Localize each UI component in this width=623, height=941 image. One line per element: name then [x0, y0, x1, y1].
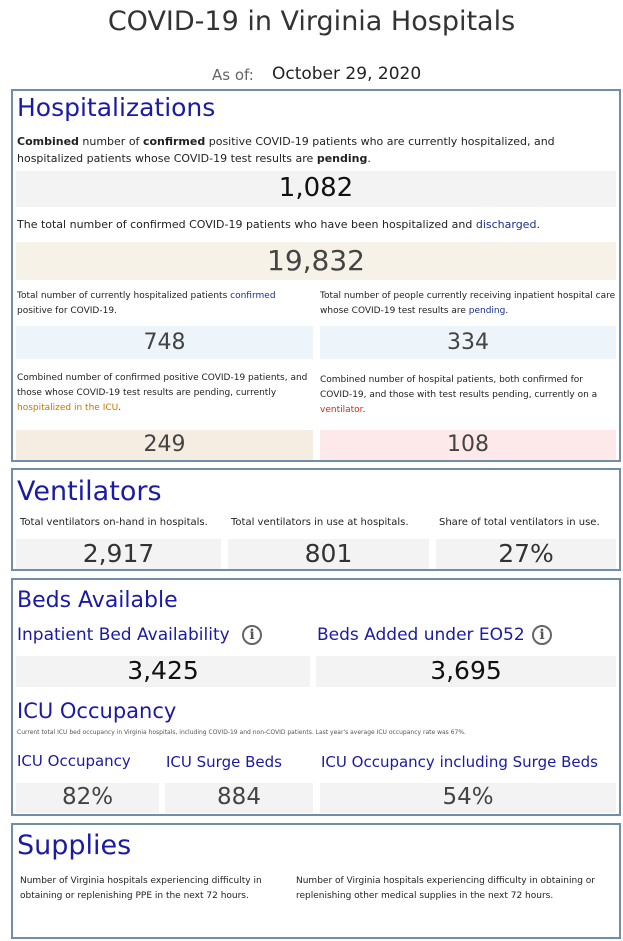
eo52-beds-label: Beds Added under EO52 [317, 625, 525, 645]
ventilator-value: 108 [447, 432, 489, 457]
icu-surge-beds-value: 884 [217, 784, 261, 810]
combined-description: Combined number of confirmed positive COVID-19 patients who are currently hospitalized, and hospitalized patients whose COVID-19 test results are pending. [17, 135, 555, 165]
ventilators-inuse-value: 801 [304, 539, 353, 568]
icu-occupancy-label: ICU Occupancy [17, 752, 131, 770]
beds-panel [11, 578, 621, 816]
inpatient-bed-label: Inpatient Bed Availability [17, 625, 230, 645]
info-icon[interactable]: i [532, 625, 552, 645]
pending-value: 334 [447, 330, 489, 355]
icu-surge-beds-label: ICU Surge Beds [166, 753, 282, 771]
discharged-value: 19,832 [267, 244, 365, 277]
pending-description: Total number of people currently receiving inpatient hospital care whose COVID-19 test results are pending. [320, 291, 616, 316]
supplies-heading: Supplies [17, 830, 132, 861]
info-icon[interactable]: i [242, 625, 262, 645]
ventilators-inuse-label: Total ventilators in use at hospitals. [231, 517, 409, 528]
icu-value: 249 [143, 432, 186, 457]
supplies-other-description: Number of Virginia hospitals experiencing difficulty in obtaining or replenishing other medical supplies in the next 72 hours. [296, 876, 595, 901]
ventilators-onhand-label: Total ventilators on-hand in hospitals. [20, 517, 208, 528]
beds-heading: Beds Available [17, 588, 178, 613]
ventilators-heading: Ventilators [17, 476, 162, 507]
confirmed-description: Total number of currently hospitalized patients confirmed positive for COVID-19. [17, 291, 276, 316]
discharged-description: The total number of confirmed COVID-19 patients who have been hospitalized and discharged. [17, 218, 540, 231]
page-title: COVID-19 in Virginia Hospitals [107, 6, 516, 37]
ventilators-share-value: 27% [498, 539, 554, 568]
icu-occupancy-value: 82% [61, 784, 114, 810]
icu-description: Combined number of confirmed positive COVID-19 patients, and those whose COVID-19 test results are pending, currently hospitalized in the ICU. [17, 373, 308, 413]
icu-occupancy-note: Current total ICU bed occupancy in Virginia hospitals, including COVID-19 and non-COVID patients. Last year's average ICU occupancy rate was 67%. [17, 729, 466, 736]
supplies-ppe-description: Number of Virginia hospitals experiencing difficulty in obtaining or replenishing PPE in the next 72 hours. [20, 876, 262, 901]
ventilators-share-label: Share of total ventilators in use. [439, 517, 600, 528]
inpatient-bed-value: 3,425 [127, 656, 199, 685]
icu-occupancy-surge-value: 54% [442, 784, 494, 810]
confirmed-value: 748 [143, 330, 186, 355]
icu-occupancy-surge-label: ICU Occupancy including Surge Beds [321, 753, 598, 771]
combined-value: 1,082 [278, 173, 354, 203]
ventilator-description: Combined number of hospital patients, both confirmed for COVID-19, and those with test results pending, currently on a ventilator. [320, 375, 598, 415]
as-of-date: October 29, 2020 [272, 64, 422, 84]
as-of-label: As of: [212, 66, 254, 84]
eo52-beds-value: 3,695 [430, 656, 502, 685]
icu-occupancy-heading: ICU Occupancy [17, 699, 177, 723]
ventilators-onhand-value: 2,917 [82, 539, 155, 568]
hospitalizations-heading: Hospitalizations [17, 93, 216, 122]
